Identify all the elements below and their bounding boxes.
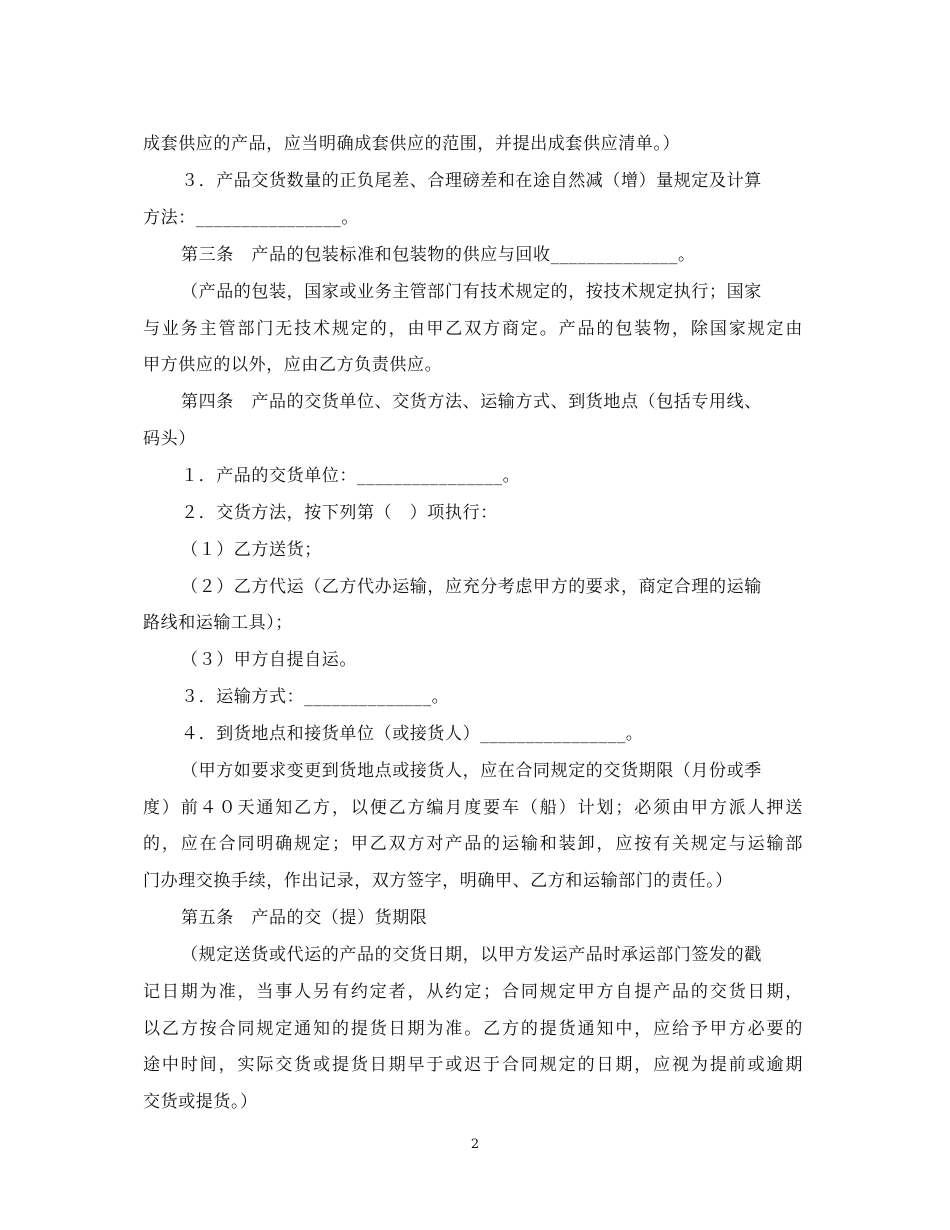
text-line-5: （产品的包装，国家或业务主管部门有技术规定的，按技术规定执行；国家	[181, 282, 762, 302]
text-line-19: 度）前４０天通知乙方，以便乙方编月度要车（船）计划；必须由甲方派人押送	[143, 798, 803, 818]
text-line-14: 路线和运输工具）；	[143, 613, 293, 633]
text-line-11: ２．交货方法，按下列第（ ）项执行：	[181, 503, 498, 523]
article-3-heading: 第三条 产品的包装标准和包装物的供应与回收______________。	[181, 245, 696, 265]
text-line-12: （１）乙方送货；	[181, 540, 322, 560]
text-line-17: ４．到货地点和接货单位（或接货人）________________。	[181, 724, 644, 744]
text-line-27: 交货或提货。）	[143, 1092, 258, 1112]
text-line-25: 以乙方按合同规定通知的提货日期为准。乙方的提货通知中，应给予甲方必要的	[143, 1019, 803, 1039]
text-line-20: 的，应在合同明确规定；甲乙双方对产品的运输和装卸，应按有关规定与运输部	[143, 834, 803, 854]
text-line-6: 与业务主管部门无技术规定的，由甲乙双方商定。产品的包装物，除国家规定由	[143, 319, 803, 339]
text-line-2: ３．产品交货数量的正负尾差、合理磅差和在途自然减（增）量规定及计算	[181, 171, 762, 191]
text-line-3: 方法：________________。	[143, 208, 359, 228]
text-line-15: （３）甲方自提自运。	[181, 650, 357, 670]
text-line-23: （规定送货或代运的产品的交货日期，以甲方发运产品时承运部门签发的戳	[181, 945, 762, 965]
article-5-heading: 第五条 产品的交（提）货期限	[181, 908, 428, 928]
text-line-1: 成套供应的产品，应当明确成套供应的范围，并提出成套供应清单。）	[143, 134, 681, 154]
text-line-10: １．产品的交货单位：________________。	[181, 466, 521, 486]
page-number: 2	[470, 1137, 480, 1152]
text-line-26: 途中时间，实际交货或提货日期早于或迟于合同规定的日期，应视为提前或逾期	[143, 1055, 803, 1075]
text-line-7: 甲方供应的以外，应由乙方负责供应。	[143, 355, 443, 375]
text-line-24: 记日期为准，当事人另有约定者，从约定；合同规定甲方自提产品的交货日期，	[143, 982, 803, 1002]
text-line-18: （甲方如要求变更到货地点或接货人，应在合同规定的交货期限（月份或季	[181, 761, 762, 781]
article-4-heading: 第四条 产品的交货单位、交货方法、运输方式、到货地点（包括专用线、	[181, 392, 762, 412]
text-line-21: 门办理交换手续，作出记录，双方签字，明确甲、乙方和运输部门的责任。）	[143, 871, 733, 891]
text-line-9: 码头）	[143, 429, 196, 449]
text-line-13: （２）乙方代运（乙方代办运输，应充分考虑甲方的要求，商定合理的运输	[181, 577, 762, 597]
text-line-16: ３．运输方式：______________。	[181, 687, 450, 707]
